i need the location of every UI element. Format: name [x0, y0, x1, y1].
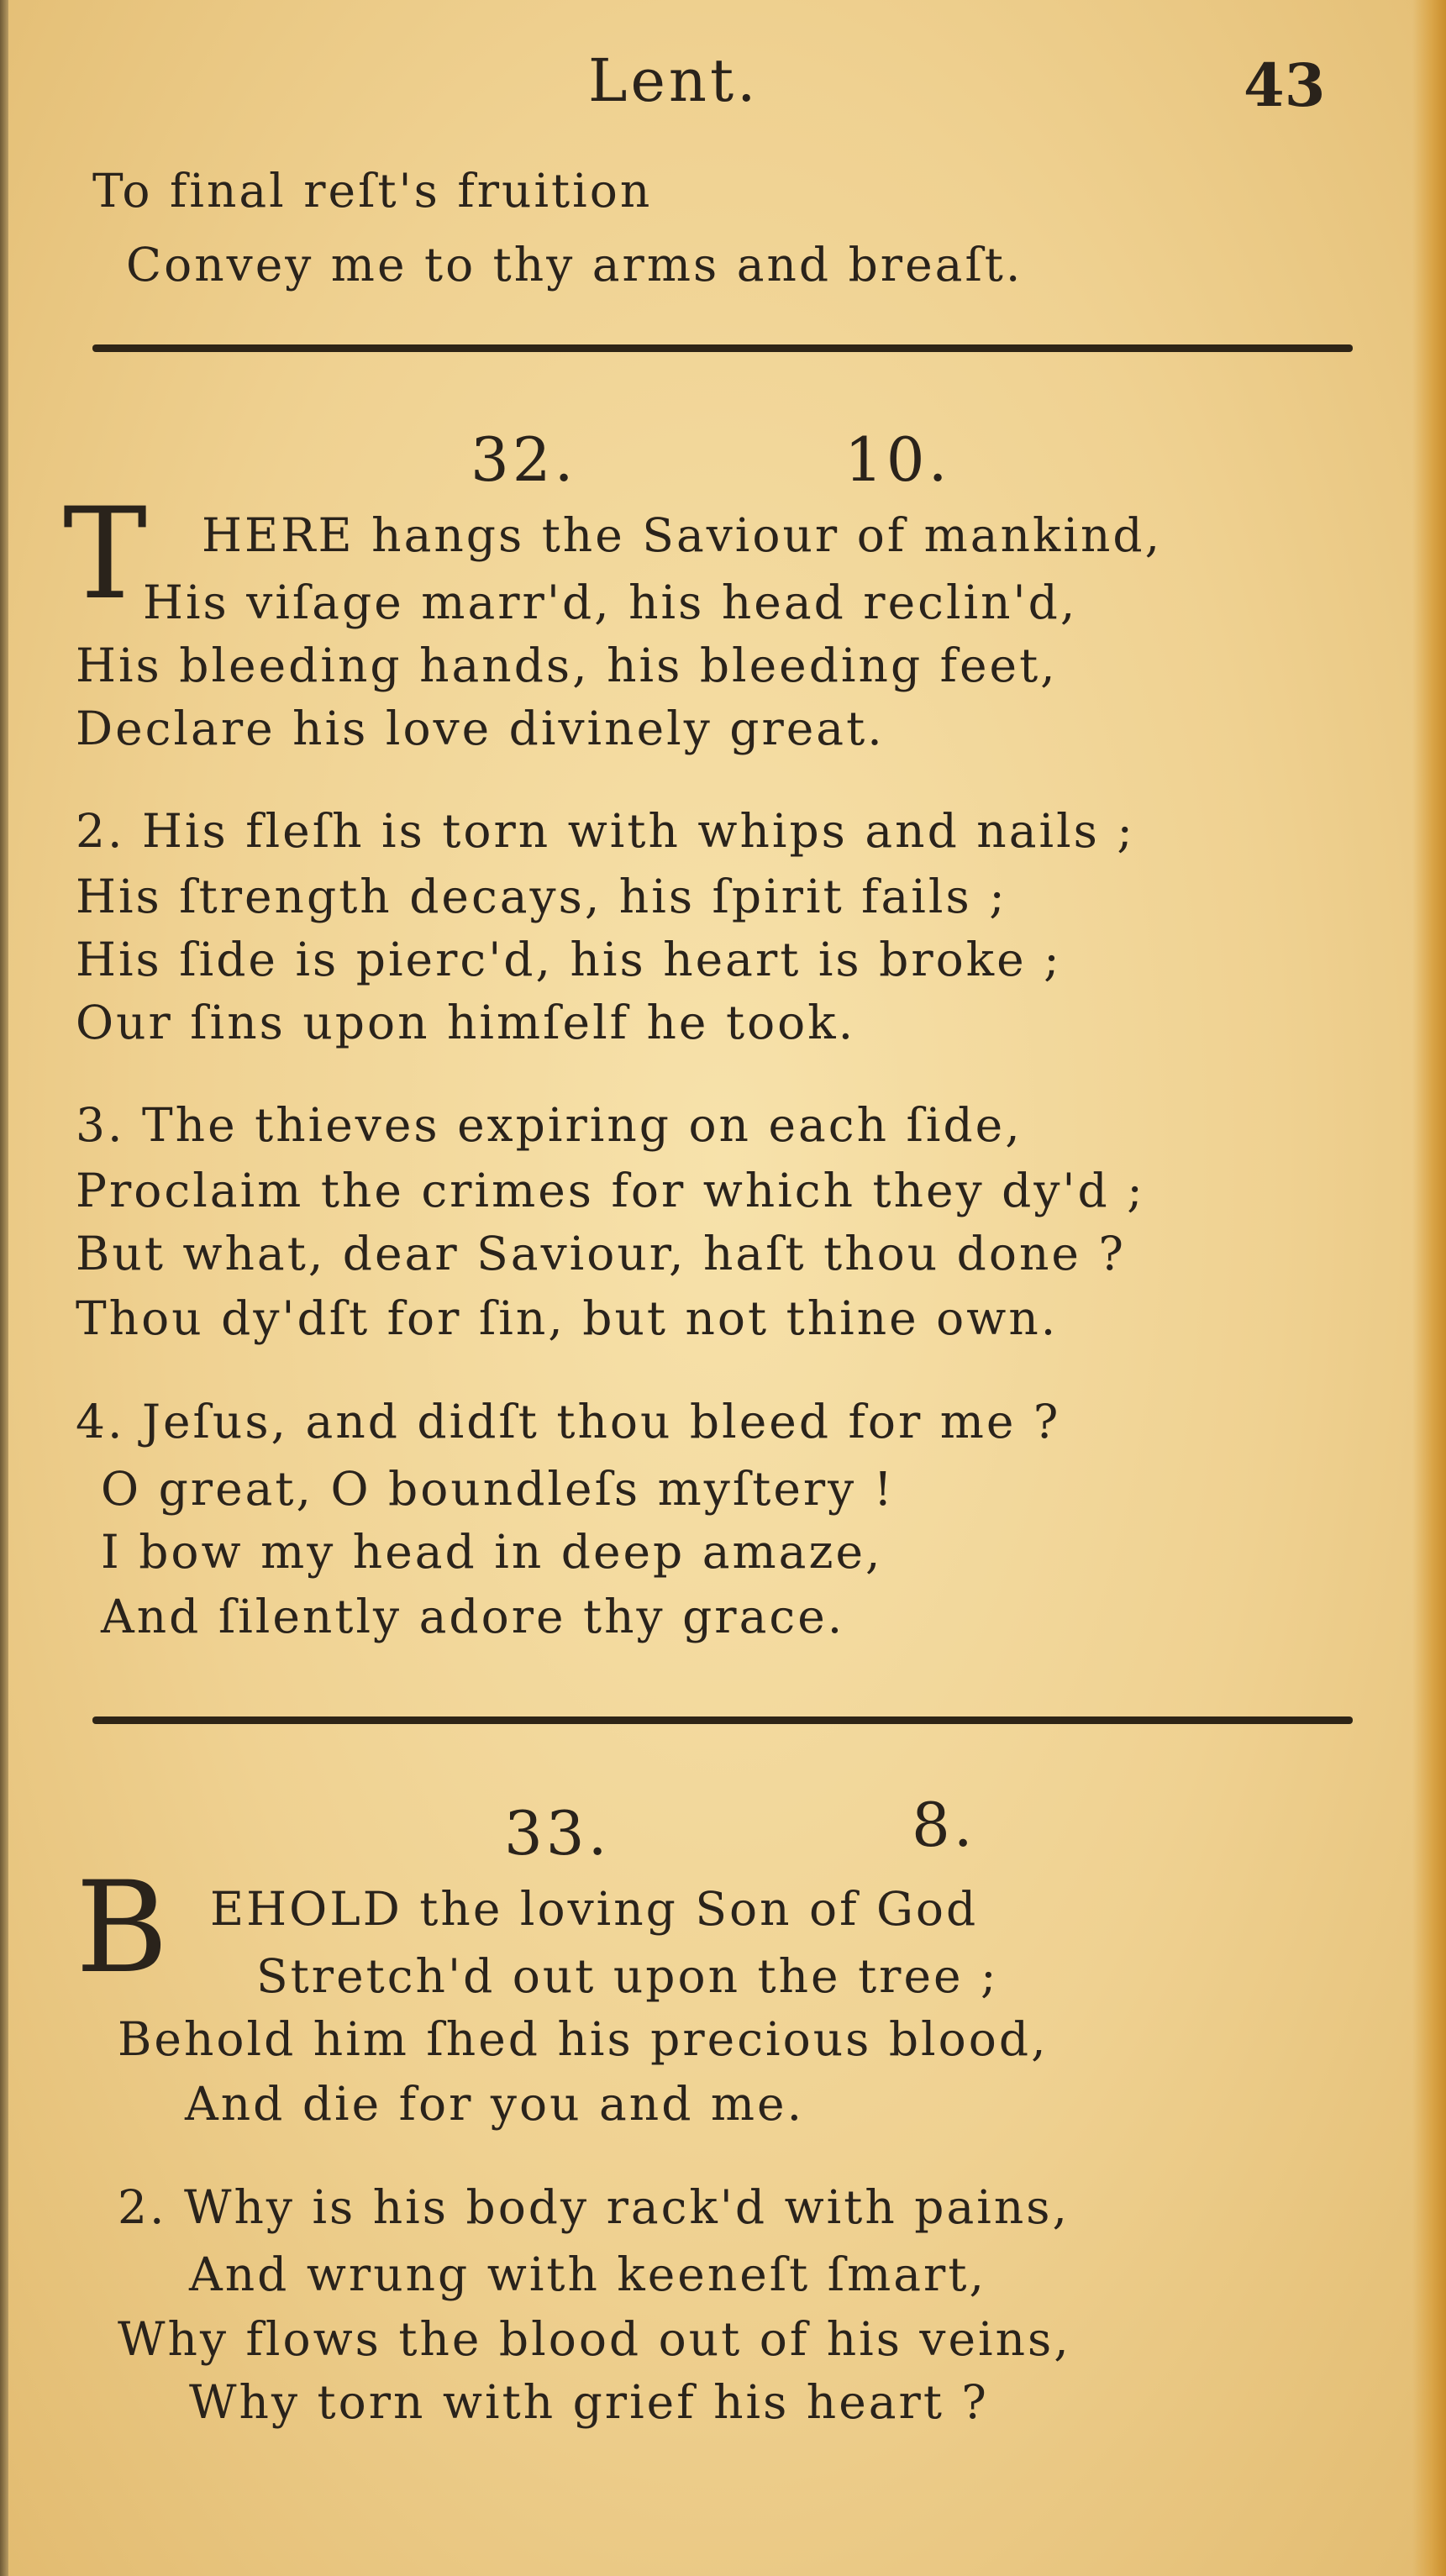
- hymn-32-number: 32.: [471, 424, 577, 495]
- hymn-32-stanza-1-line-2: His viſage marr'd, his head reclin'd,: [143, 576, 1078, 629]
- hymn-32-meter: 10.: [844, 424, 951, 495]
- running-header-title: Lent.: [588, 46, 760, 115]
- hymn-32-stanza-4-line-4: And ſilently adore thy grace.: [101, 1590, 845, 1643]
- hymn-33-stanza-1-line-2: Stretch'd out upon the tree ;: [256, 1949, 999, 2003]
- hymn-32-first-line: HERE hangs the Saviour of mankind,: [202, 508, 1163, 562]
- page-right-edge: [1412, 0, 1446, 2576]
- hymn-32-stanza-1-line-4: Declare his love divinely great.: [76, 702, 885, 755]
- page-left-edge: [0, 0, 8, 2576]
- hymn-32-stanza-2-line-3: His ſide is pierc'd, his heart is broke ;: [76, 933, 1062, 986]
- hymn-32-stanza-3-line-4: Thou dy'dſt for ſin, but not thine own.: [76, 1291, 1059, 1345]
- hymn-33-number: 33.: [504, 1798, 611, 1869]
- hymn-33-drop-cap: B: [76, 1855, 169, 2001]
- hymn-33-stanza-1-line-3: Behold him ſhed his precious blood,: [118, 2012, 1049, 2066]
- opening-line-2: Convey me to thy arms and breaſt.: [126, 238, 1023, 292]
- page-number: 43: [1244, 50, 1326, 120]
- hymn-33-stanza-2-line-4: Why torn with grief his heart ?: [189, 2375, 989, 2429]
- hymn-33-stanza-2-line-1: 2. Why is his body rack'd with pains,: [118, 2180, 1070, 2234]
- hymn-33-first-line: EHOLD the loving Son of God: [210, 1882, 979, 1936]
- hymn-32-stanza-2-line-1: 2. His fleſh is torn with whips and nails ;: [76, 804, 1135, 858]
- section-divider-1: [92, 344, 1353, 352]
- hymn-33-stanza-1-line-4: And die for you and me.: [185, 2077, 805, 2131]
- hymn-32-stanza-2-line-2: His ſtrength decays, his ſpirit fails ;: [76, 870, 1007, 923]
- opening-line-1: To final reſt's fruition: [92, 164, 653, 218]
- hymn-32-stanza-3-line-2: Proclaim the crimes for which they dy'd ;: [76, 1164, 1145, 1217]
- hymn-32-stanza-4-line-1: 4. Jeſus, and didſt thou bleed for me ?: [76, 1395, 1061, 1448]
- hymn-32-stanza-1-line-3: His bleeding hands, his bleeding feet,: [76, 639, 1058, 692]
- section-divider-2: [92, 1716, 1353, 1724]
- hymn-32-drop-cap: T: [63, 481, 148, 628]
- hymn-32-stanza-3-line-3: But what, dear Saviour, haſt thou done ?: [76, 1227, 1126, 1280]
- hymn-32-stanza-4-line-2: O great, O boundleſs myſtery !: [101, 1462, 895, 1516]
- hymn-32-stanza-3-line-1: 3. The thieves expiring on each ſide,: [76, 1098, 1023, 1152]
- hymn-32-stanza-4-line-3: I bow my head in deep amaze,: [101, 1525, 883, 1579]
- hymn-33-stanza-2-line-3: Why flows the blood out of his veins,: [118, 2312, 1071, 2366]
- hymn-32-stanza-2-line-4: Our ſins upon himſelf he took.: [76, 996, 856, 1049]
- hymn-33-meter: 8.: [912, 1790, 976, 1860]
- hymn-33-stanza-2-line-2: And wrung with keeneſt ſmart,: [189, 2247, 986, 2301]
